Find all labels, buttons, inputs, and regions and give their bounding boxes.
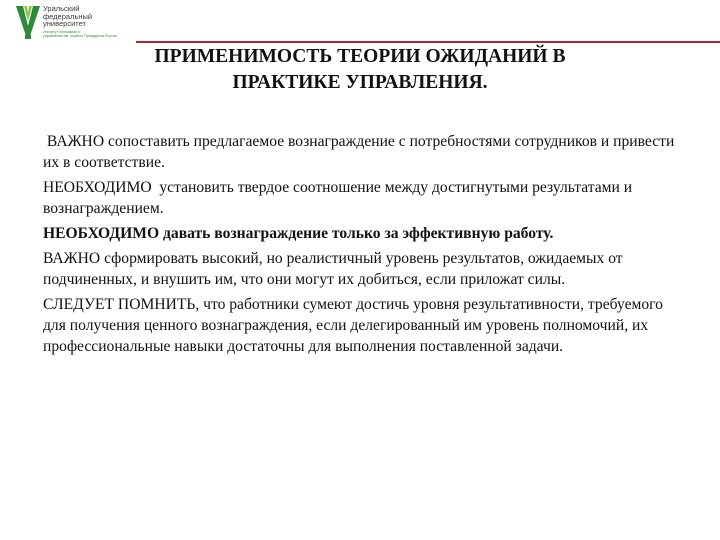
paragraph-remember-delegation: СЛЕДУЕТ ПОМНИТЬ, что работники сумеют достичь уровня результативности, требуемого для получения ценного вознаграждения, если делегированный им уровень полномочий, их профессиональные навыки достаточны для выполнения поставленной задачи. (43, 296, 663, 355)
slide-title-line: ПРАКТИКЕ УПРАВЛЕНИЯ. (232, 72, 488, 93)
slide-title (75, 44, 645, 96)
paragraph-high-realistic-level: ВАЖНО сформировать высокий, но реалистичный уровень результатов, ожидаемых от подчиненных, и внушить им, что они могут их добиться, если приложат силы. (43, 250, 623, 288)
paragraph-reward-effective-work: НЕОБХОДИМО давать вознаграждение только за эффективную работу. (43, 225, 554, 242)
paragraph-compare-reward: ВАЖНО сопоставить предлагаемое вознаграждение с потребностями сотрудников и привести их в соответствие. (43, 133, 679, 171)
title-divider (136, 41, 720, 43)
logo-tagline-line: управления им. первого Президента России (43, 33, 117, 38)
urfu-logo-icon (15, 4, 41, 40)
logo-tagline (43, 30, 123, 38)
slide-body (43, 131, 683, 361)
logo-text (43, 5, 123, 38)
paragraph-set-ratio: НЕОБХОДИМО установить твердое соотношение между достигнутыми результатами и вознаграждением. (43, 179, 637, 217)
university-logo (15, 4, 125, 42)
logo-name-line: университет (43, 19, 86, 28)
logo-tagline-line: Институт экономики и (43, 29, 80, 34)
logo-name-line: федеральный (43, 11, 93, 21)
slide-title-line: ПРИМЕНИМОСТЬ ТЕОРИИ ОЖИДАНИЙ В (154, 46, 566, 67)
logo-name-line: Уральский (43, 4, 80, 13)
